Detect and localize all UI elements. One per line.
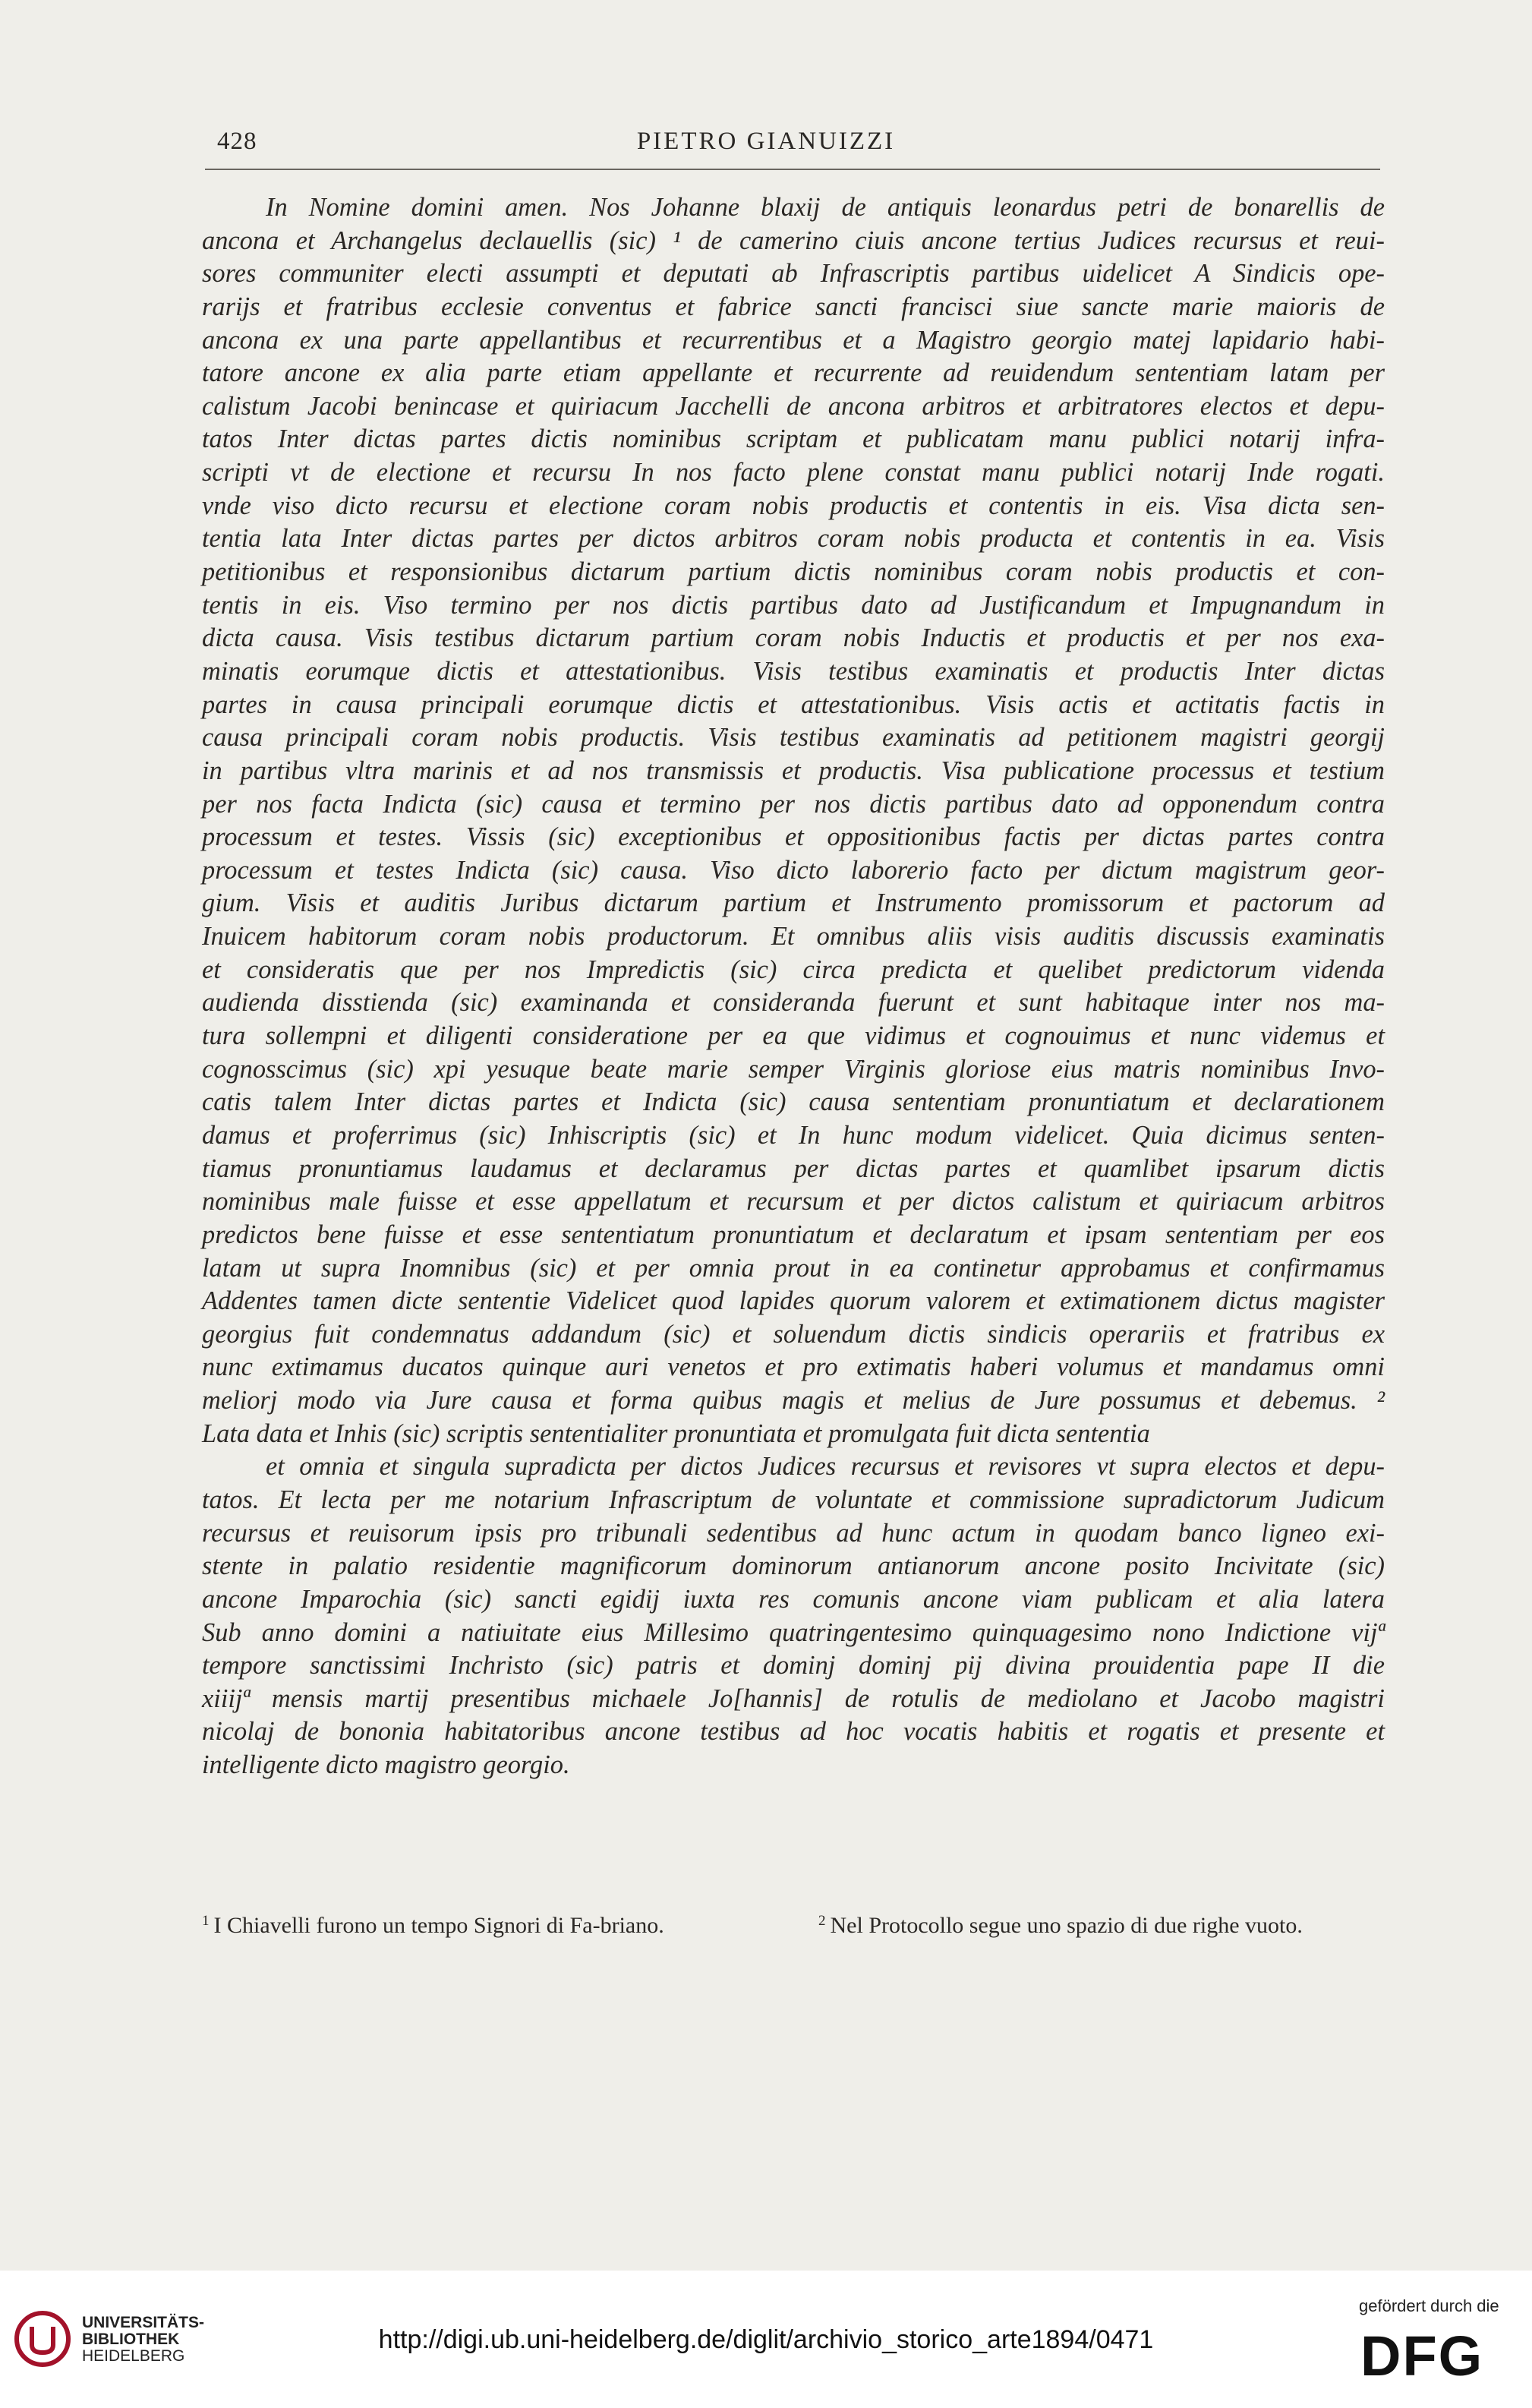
text-line: predictos bene fuisse et esse sententiatum pronuntiatum et declaratum et ipsam sententiam per eos (202, 1220, 1385, 1249)
text-line: nominibus male fuisse et esse appellatum et recursum et per dictos calistum et quiriacum arbitros (202, 1187, 1385, 1217)
text-line: dicta causa. Visis testibus dictarum partium coram nobis Inductis et productis et per nos exa- (202, 623, 1385, 653)
text-line: partes in causa principali eorumque dictis et attestationibus. Visis actis et actitatis factis in (202, 690, 1385, 719)
text-line: Addentes tamen dicte sententie Videlicet quod lapides quorum valorem et extimationem dictus magister (202, 1286, 1385, 1316)
text-line: gium. Visis et auditis Juribus dictarum partium et Instrumento promissorum et pactorum ad (202, 888, 1385, 918)
text-line: et consideratis que per nos Impredictis (sic) circa predicta et quelibet predictorum videnda (202, 955, 1385, 984)
text-line: causa principali coram nobis productis. Visis testibus examinatis ad petitionem magistri georgij (202, 723, 1385, 753)
text-line: rarijs et fratribus ecclesie conventus et fabrice sancti francisci siue sancte marie maioris de (202, 292, 1385, 321)
footnote-1 (202, 1906, 768, 1941)
text-line: nunc extimamus ducatos quinque auri venetos et pro extimatis haberi volumus et mandamus omni (202, 1352, 1385, 1382)
text-line: sores communiter electi assumpti et deputati ab Infrascriptis partibus uidelicet A Sindicis ope- (202, 259, 1385, 289)
text-line: tempore sanctissimi Inchristo (sic) patris et dominj dominj pij divina prouidentia pape II die (202, 1651, 1385, 1681)
text-line: processum et testes Indicta (sic) causa. Viso dicto laborerio facto per dictum magistrum geor- (202, 855, 1385, 885)
text-line: tatore ancone ex alia parte etiam appellante et recurrente ad reuidendum sententiam latam per (202, 358, 1385, 388)
text-line: vnde viso dicto recursu et electione coram nobis productis et contentis in eis. Visa dicta sen- (202, 491, 1385, 520)
text-line: In Nomine domini amen. Nos Johanne blaxij de antiquis leonardus petri de bonarellis de (266, 193, 1385, 222)
text-line: ancona et Archangelus declauellis (sic) ¹ de camerino ciuis ancone tertius Judices recursus et reui- (202, 226, 1385, 255)
text-line: scripti vt de electione et recursu In nos facto plene constat manu publici notarij Inde rogati. (202, 458, 1385, 488)
university-name: UNIVERSITÄTS- BIBLIOTHEK HEIDELBERG (82, 2314, 205, 2365)
footnote-marker: 1 (202, 1913, 210, 1929)
text-line: tiamus pronuntiamus laudamus et declaramus per dictas partes et quamlibet ipsarum dictis (202, 1154, 1385, 1183)
text-line: nicolaj de bononia habitatoribus ancone testibus ad hoc vocatis habitis et rogatis et presente et (202, 1717, 1385, 1747)
document-body (202, 191, 1385, 1782)
text-line: minatis eorumque dictis et attestationibus. Visis testibus examinatis et productis Inter dictas (202, 656, 1385, 686)
footnote-2 (818, 1906, 1385, 1941)
text-line: et omnia et singula supradicta per dictos Judices recursus et revisores vt supra electos et depu- (266, 1452, 1385, 1482)
text-line: intelligente dicto magistro georgio. (202, 1750, 570, 1780)
text-line: xiiijª mensis martij presentibus michaele Jo[hannis] de rotulis de mediolano et Jacobo magistri (202, 1684, 1385, 1713)
text-line: tatos. Et lecta per me notarium Infrascriptum de voluntate et commissione supradictorum Judicum (202, 1485, 1385, 1514)
funded-by-label: gefördert durch die (1359, 2296, 1499, 2315)
text-line: catis talem Inter dictas partes et Indicta (sic) causa sententiam pronuntiatum et declarationem (202, 1087, 1385, 1117)
running-title: PIETRO GIANUIZZI (636, 128, 896, 155)
digitization-footer (0, 2271, 1532, 2408)
text-line: recursus et reuisorum ipsis pro tribunali sedentibus ad hunc actum in quodam banco ligneo exi- (202, 1518, 1385, 1548)
text-line: audienda disstienda (sic) examinanda et consideranda fuerunt et sunt habitaque inter nos ma- (202, 988, 1385, 1018)
text-line: tatos Inter dictas partes dictis nominibus scriptam et publicatam manu publici notarij infra- (202, 424, 1385, 454)
text-line: damus et proferrimus (sic) Inhiscriptis (sic) et In hunc modum videlicet. Quia dicimus senten- (202, 1120, 1385, 1150)
text-line: tura sollempni et diligenti consideratione per ea que vidimus et cognouimus et nunc videmus et (202, 1021, 1385, 1051)
text-line: tentis in eis. Viso termino per nos dictis partibus dato ad Justificandum et Impugnandum in (202, 590, 1385, 620)
text-line: petitionibus et responsionibus dictarum partium dictis nominibus coram nobis productis et con- (202, 557, 1385, 587)
text-line: Lata data et Inhis (sic) scriptis sententialiter pronuntiata et promulgata fuit dicta sententia (202, 1419, 1150, 1448)
text-line: Inuicem habitorum coram nobis productorum. Et omnibus aliis visis auditis discussis examinatis (202, 922, 1385, 952)
text-line: ancona ex una parte appellantibus et recurrentibus et a Magistro georgio matej lapidario habi- (202, 325, 1385, 355)
text-line: ancone Imparochia (sic) sancti egidij iuxta res comunis ancone viam publicam et alia latera (202, 1584, 1385, 1614)
permalink-url[interactable]: http://digi.ub.uni-heidelberg.de/diglit/archivio_storico_arte1894/0471 (378, 2325, 1154, 2354)
text-line: georgius fuit condemnatus addandum (sic) et soluendum dictis sindicis operariis et fratribus ex (202, 1319, 1385, 1349)
dfg-logo: DFG (1360, 2324, 1484, 2387)
text-line: processum et testes. Vissis (sic) exceptionibus et oppositionibus factis per dictas partes contra (202, 822, 1385, 852)
footnote-text: Nel Protocollo segue uno spazio di due righe vuoto. (830, 1913, 1303, 1938)
text-line: Sub anno domini a natiuitate eius Millesimo quatringentesimo quinquagesimo nono Indictione vijª (202, 1617, 1385, 1647)
text-line: per nos facta Indicta (sic) causa et termino per nos dictis partibus dato ad opponendum contra (202, 789, 1385, 819)
text-line: tentia lata Inter dictas partes per dictos arbitros coram nobis producta et contentis in ea. Visis (202, 524, 1385, 554)
text-line: stente in palatio residentie magnificorum dominorum antianorum ancone posito Incivitate (sic) (202, 1551, 1385, 1581)
header-rule (205, 169, 1380, 170)
text-line: calistum Jacobi benincase et quiriacum Jacchelli de ancona arbitros et arbitratores electos et depu- (202, 391, 1385, 421)
footnote-text: I Chiavelli furono un tempo Signori di Fa-briano. (213, 1913, 664, 1938)
text-line: cognosscimus (sic) xpi yesuque beate marie semper Virginis gloriose eius matris nominibus Invo- (202, 1054, 1385, 1084)
footnote-marker: 2 (818, 1913, 826, 1929)
text-line: meliorj modo via Jure causa et forma quibus magis et melius de Jure possumus et debemus. ² (202, 1386, 1385, 1415)
text-line: in partibus vltra marinis et ad nos transmissis et productis. Visa publicatione processus et testium (202, 756, 1385, 785)
page-number: 428 (217, 128, 257, 155)
text-line: latam ut supra Inomnibus (sic) et per omnia prout in ea continetur approbamus et confirmamus (202, 1253, 1385, 1283)
